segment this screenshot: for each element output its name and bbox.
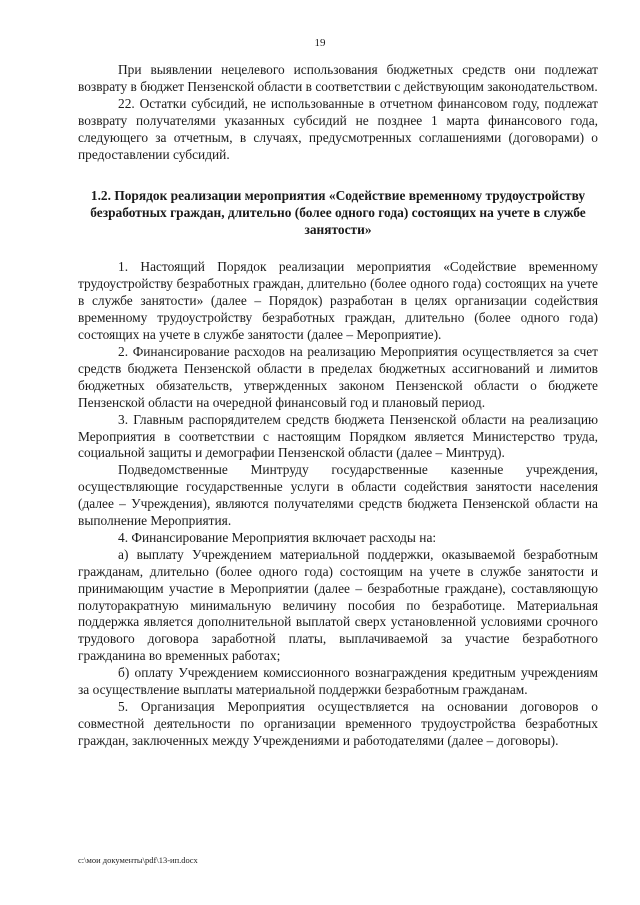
- paragraph-5: 5. Организация Мероприятия осуществляется на основании договоров о совместной деятельности по организации временного трудоустройства безработных граждан, заключенных между Учреждениями и работодателями (далее – договоры).: [78, 699, 598, 748]
- paragraph-1: 1. Настоящий Порядок реализации мероприятия «Содействие временному трудоустройству безработных граждан, длительно (более одного года) состоящих на учете в службе занятости» (далее – Порядок) разработан в целях организации содействия временному трудоустройству безработных граждан, длительно (более одного года) состоящих на учете в службе занятости (далее – Мероприятие).: [78, 259, 598, 343]
- paragraph-22: 22. Остатки субсидий, не использованные в отчетном финансовом году, подлежат возврату получателями указанных субсидий не позднее 1 марта финансового года, следующего за отчетным, в случаях, предусмотренных соглашениями (договорами) о предоставлении субсидий.: [78, 95, 598, 162]
- paragraph-4a: а) выплату Учреждением материальной поддержки, оказываемой безработным гражданам, длительно (более одного года) состоящим на учете в службе занятости и принимающим участие в Мероприятии (далее – безработные граждане), составляющую полуторакратную минимальную величину пособия по безработице. Материальная поддержка является дополнительной выплатой сверх установленной условиями срочного трудового договора заработной платы, выплачиваемой за участие безработного гражданина во временных работах;: [78, 546, 598, 664]
- section-title: 1.2. Порядок реализации мероприятия «Содействие временному трудоустройству безработных граждан, длительно (более одного года) состоящих на учете в службе занятости»: [90, 188, 586, 238]
- paragraph-misuse-return: При выявлении нецелевого использования бюджетных средств они подлежат возврату в бюджет Пензенской области в соответствии с действующим законодательством.: [78, 62, 598, 94]
- paragraph-institutions: Подведомственные Минтруду государственные казенные учреждения, осуществляющие государственные услуги в области содействия занятости населения (далее – Учреждения), являются получателями средств бюджета Пензенской области на выполнение Мероприятия.: [78, 462, 598, 529]
- paragraph-4b: б) оплату Учреждением комиссионного вознаграждения кредитным учреждениям за осуществление выплаты материальной поддержки безработным гражданам.: [78, 665, 598, 698]
- paragraph-2: 2. Финансирование расходов на реализацию Мероприятия осуществляется за счет средств бюджета Пензенской области в пределах бюджетных ассигнований и лимитов бюджетных обязательств, утвержденных законом Пензенской области о бюджете Пензенской области на очередной финансовый год и плановый период.: [78, 343, 598, 410]
- footer-file-path: c:\мои документы\pdf\13-ип.docx: [78, 855, 198, 865]
- paragraph-4: 4. Финансирование Мероприятия включает расходы на:: [118, 529, 437, 545]
- paragraph-3: 3. Главным распорядителем средств бюджета Пензенской области на реализацию Мероприятия в соответствии с настоящим Порядком является Министерство труда, социальной защиты и демографии Пензенской области (далее – Минтруд).: [78, 411, 598, 461]
- page-content: [78, 62, 598, 750]
- page-number: 19: [314, 37, 326, 49]
